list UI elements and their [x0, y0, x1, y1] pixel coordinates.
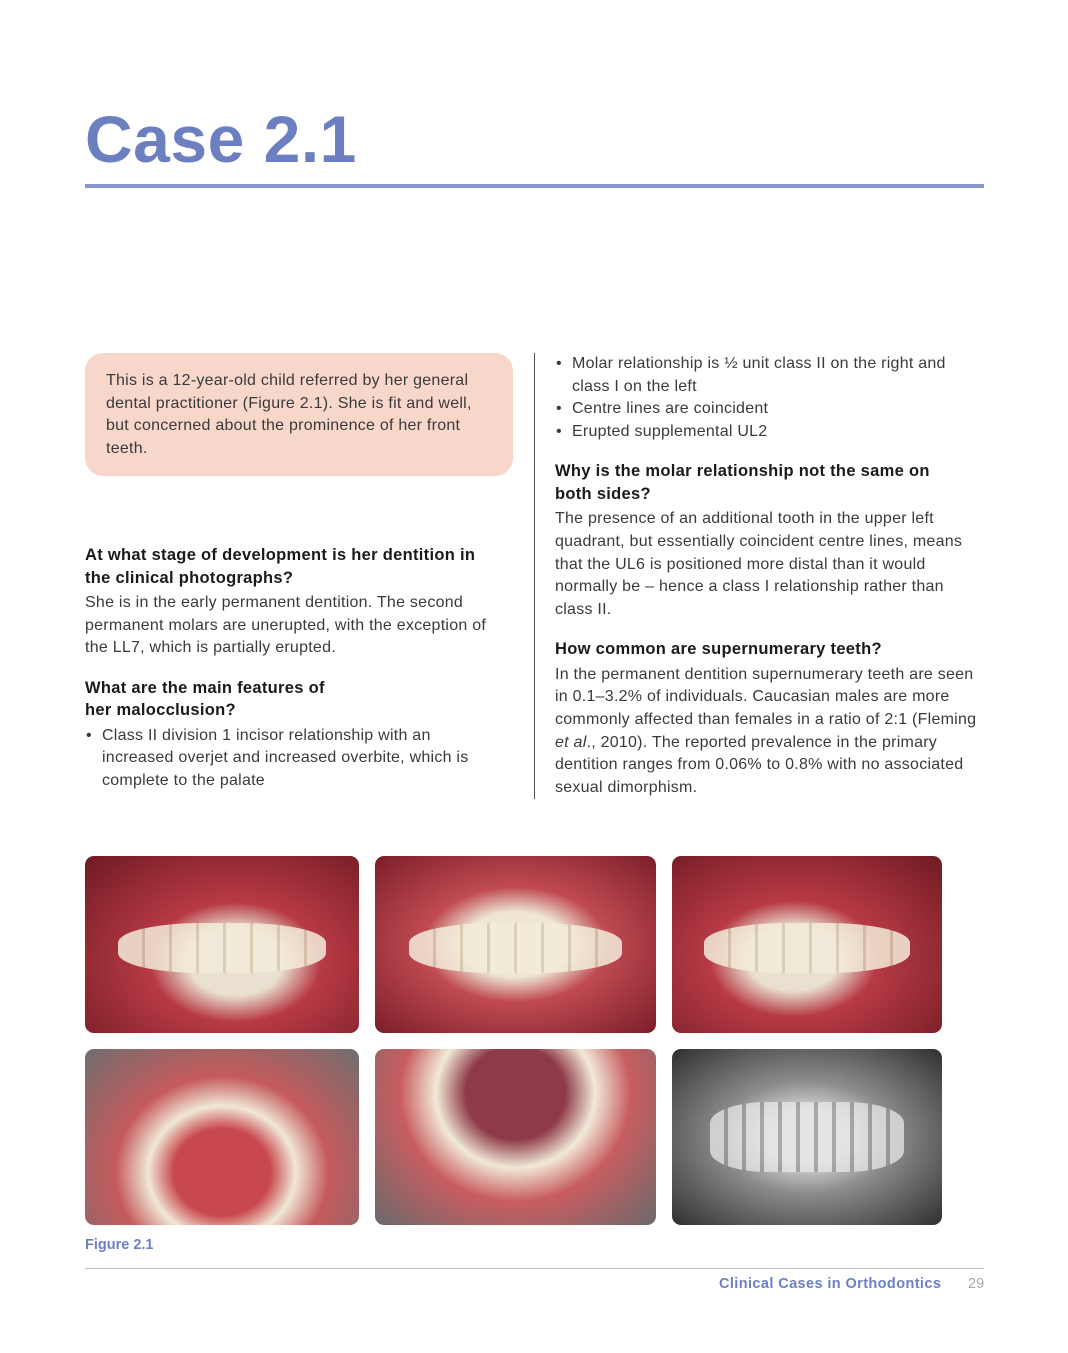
footer-rule: [85, 1268, 984, 1269]
answer-text-part: ., 2010). The reported prevalence in the primary dentition ranges from 0.06% to 0.8% with no associated sexual dimorphism.: [555, 733, 964, 796]
left-column: [85, 544, 505, 793]
list-item: • Erupted supplemental UL2: [555, 421, 985, 444]
question-heading: [555, 460, 985, 505]
malocclusion-features-list: [85, 725, 505, 793]
intro-text: This is a 12-year-old child referred by her general dental practitioner (Figure 2.1). She is fit and well, but concerned about the prominence of her front teeth.: [106, 372, 472, 458]
question-heading: At what stage of development is her dentition in the clinical photographs?: [85, 546, 476, 587]
malocclusion-features-list-cont: [555, 353, 985, 443]
answer-text: She is in the early permanent dentition. The second permanent molars are unerupted, with the exception of the LL7, which is partially erupted.: [85, 594, 487, 657]
column-divider: [534, 353, 535, 799]
title-rule: [85, 184, 984, 188]
case-title: Case 2.1: [85, 102, 357, 176]
answer-text-italic: et al: [555, 733, 587, 751]
right-buccal-photo: [85, 856, 359, 1033]
answer-text: [555, 664, 985, 800]
figure-caption: Figure 2.1: [85, 1237, 154, 1253]
answer-text-part: In the permanent dentition supernumerary teeth are seen in 0.1–3.2% of individuals. Caucasian males are more commonly affected than females in a ratio of 2:1 (Fleming: [555, 665, 977, 729]
heading-text: What are the main features of her malocclusion?: [85, 678, 325, 720]
frontal-occlusion-photo: [375, 856, 656, 1033]
lower-occlusal-photo: [375, 1049, 656, 1225]
page-number: 29: [968, 1276, 985, 1292]
upper-occlusal-photo: [85, 1049, 359, 1225]
left-buccal-photo: [672, 856, 942, 1033]
running-footer-title: Clinical Cases in Orthodontics: [719, 1276, 942, 1292]
intro-box: [85, 353, 513, 476]
answer-text: The presence of an additional tooth in the upper left quadrant, but essentially coincident centre lines, means that the UL6 is positioned more distal than it would normally be – hence a class I relationship rather than class II.: [555, 510, 963, 618]
list-item: • Molar relationship is ½ unit class II on the right and class I on the left: [555, 353, 985, 398]
question-heading: [85, 677, 505, 722]
list-item: • Class II division 1 incisor relationship with an increased overjet and increased overbite, which is complete to the palate: [85, 725, 505, 793]
list-item: • Centre lines are coincident: [555, 398, 985, 421]
right-column: [555, 353, 985, 799]
panoramic-radiograph: [672, 1049, 942, 1225]
heading-text: Why is the molar relationship not the same on both sides?: [555, 462, 930, 503]
question-heading: How common are supernumerary teeth?: [555, 640, 882, 659]
